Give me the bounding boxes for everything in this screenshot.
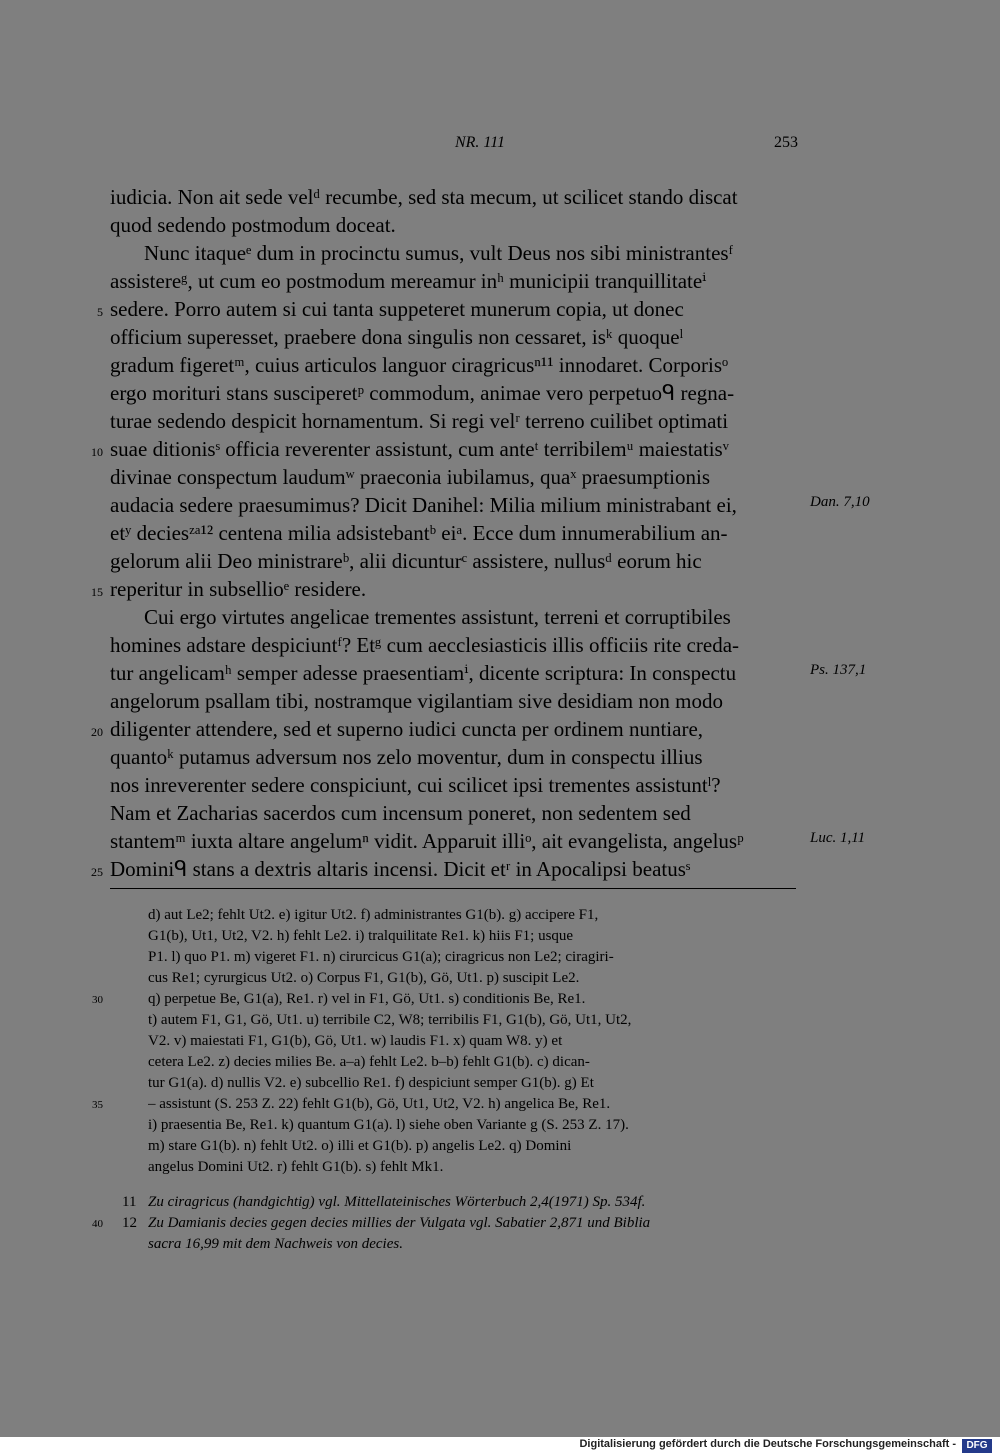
text-line: suae ditionisˢ officia reverenter assistunt, cum anteᵗ terribilemᵘ maiestatisᵛ <box>110 437 729 461</box>
apparatus-line: q) perpetue Be, G1(a), Re1. r) vel in F1, Gö, Ut1. s) conditionis Be, Re1. <box>148 991 586 1007</box>
text-line: assistereᵍ, ut cum eo postmodum mereamur inʰ municipii tranquillitateⁱ <box>110 269 707 293</box>
text-line: iudicia. Non ait sede velᵈ recumbe, sed sta mecum, ut scilicet stando discat <box>110 185 738 209</box>
text-line: officium superesset, praebere dona singulis non cessaret, isᵏ quoqueˡ <box>110 325 684 349</box>
text-line: gelorum alii Deo ministrareᵇ, alii dicunturᶜ assistere, nullusᵈ eorum hic <box>110 549 702 573</box>
apparatus-line: cetera Le2. z) decies milies Be. a–a) fehlt Le2. b–b) fehlt G1(b). c) dican- <box>148 1054 590 1070</box>
line-number: 20 <box>91 725 103 739</box>
text-line: quantoᵏ putamus adversum nos zelo moventur, dum in conspectu illius <box>110 745 703 769</box>
line-number: 15 <box>91 585 103 599</box>
apparatus-line: V2. v) maiestati F1, G1(b), Gö, Ut1. w) laudis F1. x) quam W8. y) et <box>148 1033 563 1049</box>
line-number: 5 <box>97 305 103 319</box>
text-line: etʸ deciesᶻᵃ¹² centena milia adsistebantᵇ eiᵃ. Ecce dum innumerabilium an- <box>110 521 728 545</box>
text-line: turae sedendo despicit hornamentum. Si regi velʳ terreno cuilibet optimati <box>110 409 729 433</box>
text-line: gradum figeretᵐ, cuius articulos languor ciragricusⁿ¹¹ innodaret. Corporisᵒ <box>110 353 729 377</box>
note-text: sacra 16,99 mit dem Nachweis von decies. <box>148 1236 403 1252</box>
text-line: Cui ergo virtutes angelicae trementes assistunt, terreni et corruptibiles <box>144 605 731 629</box>
text-line: quod sedendo postmodum doceat. <box>110 213 396 237</box>
running-title: NR. 111 <box>454 134 506 151</box>
apparatus-line-number: 35 <box>92 1099 103 1111</box>
apparatus-line-number: 40 <box>92 1218 103 1230</box>
text-line: Dominiᑫ stans a dextris altaris incensi. Dicit etʳ in Apocalipsi beatusˢ <box>110 857 691 881</box>
apparatus-line: t) autem F1, G1, Gö, Ut1. u) terribile C2, W8; terribilis F1, G1(b), Gö, Ut1, Ut2, <box>148 1012 632 1028</box>
text-line: ergo morituri stans susciperetᵖ commodum, animae vero perpetuoᑫ regna- <box>110 381 735 405</box>
apparatus-line: i) praesentia Be, Re1. k) quantum G1(a). l) siehe oben Variante g (S. 253 Z. 17). <box>148 1117 629 1133</box>
apparatus-line: G1(b), Ut1, Ut2, V2. h) fehlt Le2. i) tralquilitate Re1. k) hiis F1; usque <box>148 928 574 944</box>
dfg-logo: DFG <box>962 1439 992 1453</box>
text-line: nos inreverenter sedere conspiciunt, cui scilicet ipsi trementes assistuntˡ? <box>110 773 721 797</box>
text-line: homines adstare despiciuntᶠ? Etᵍ cum aecclesiasticis illis officiis rite creda- <box>110 633 740 657</box>
note-number: 11 <box>122 1194 137 1210</box>
text-line: tur angelicamʰ semper adesse praesentiamⁱ, dicente scriptura: In conspectu <box>110 661 737 685</box>
text-line: reperitur in subsellioᵉ residere. <box>110 577 367 601</box>
margin-reference: Dan. 7,10 <box>810 494 870 510</box>
margin-reference: Luc. 1,11 <box>810 830 866 846</box>
text-line: divinae conspectum laudumʷ praeconia iubilamus, quaˣ praesumptionis <box>110 465 710 489</box>
note-text: Zu Damianis decies gegen decies millies der Vulgata vgl. Sabatier 2,871 und Biblia <box>148 1215 651 1231</box>
text-line: diligenter attendere, sed et superno iudici cuncta per ordinem nuntiare, <box>110 717 704 741</box>
text-line: Nunc itaqueᵉ dum in procinctu sumus, vult Deus nos sibi ministrantesᶠ <box>144 241 733 265</box>
line-number: 10 <box>91 445 103 459</box>
apparatus-line: P1. l) quo P1. m) vigeret F1. n) cirurcicus G1(a); ciragricus non Le2; ciragiri- <box>148 949 614 965</box>
apparatus-line: tur G1(a). d) nullis V2. e) subcellio Re1. f) despiciunt semper G1(b). g) Et <box>148 1075 594 1091</box>
line-number: 25 <box>91 865 103 879</box>
text-line: audacia sedere praesumimus? Dicit Danihel: Milia milium ministrabant ei, <box>110 493 737 517</box>
footnote-divider <box>110 888 796 889</box>
note-number: 12 <box>122 1215 137 1231</box>
page-number: 253 <box>774 134 798 151</box>
apparatus-line: m) stare G1(b). n) fehlt Ut2. o) illi et G1(b). p) angelis Le2. q) Domini <box>148 1138 572 1154</box>
apparatus-line-number: 30 <box>92 994 103 1006</box>
text-line: Nam et Zacharias sacerdos cum incensum poneret, non sedentem sed <box>110 801 691 825</box>
text-line: angelorum psallam tibi, nostramque vigilantiam sive desidiam non modo <box>110 689 723 713</box>
funding-credit: Digitalisierung gefördert durch die Deutsche Forschungsgemeinschaft - <box>579 1438 956 1450</box>
note-text: Zu ciragricus (handgichtig) vgl. Mittellateinisches Wörterbuch 2,4(1971) Sp. 534f. <box>148 1194 646 1210</box>
text-line: sedere. Porro autem si cui tanta suppeteret munerum copia, ut donec <box>110 297 684 321</box>
margin-reference: Ps. 137,1 <box>810 662 867 678</box>
apparatus-line: – assistunt (S. 253 Z. 22) fehlt G1(b), Gö, Ut1, Ut2, V2. h) angelica Be, Re1. <box>148 1096 611 1112</box>
apparatus-line: angelus Domini Ut2. r) fehlt G1(b). s) fehlt Mk1. <box>148 1159 444 1175</box>
apparatus-line: d) aut Le2; fehlt Ut2. e) igitur Ut2. f) administrantes G1(b). g) accipere F1, <box>148 907 599 923</box>
apparatus-line: cus Re1; cyrurgicus Ut2. o) Corpus F1, G1(b), Gö, Ut1. p) suscipit Le2. <box>148 970 580 986</box>
text-line: stantemᵐ iuxta altare angelumⁿ vidit. Apparuit illiᵒ, ait evangelista, angelusᵖ <box>110 829 744 853</box>
